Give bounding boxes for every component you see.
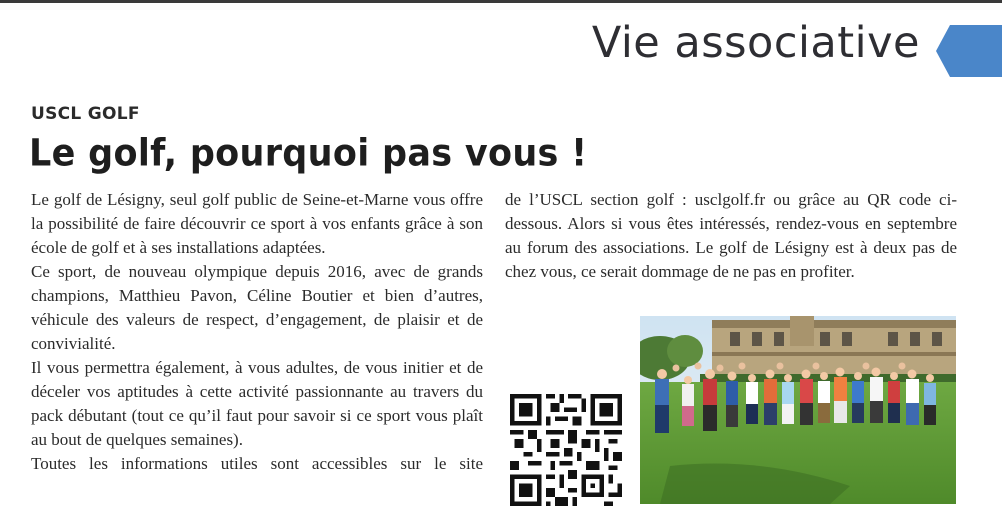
article-kicker: USCL GOLF xyxy=(31,104,140,124)
article-headline: Le golf, pourquoi pas vous ! xyxy=(29,132,588,176)
paragraph-intro: Le golf de Lésigny, seul golf public de Seine-et-Marne vous offre la possibilité de faire découvrir ce sport à vos enfants grâce à son école de golf et à ses installations adaptées. xyxy=(31,190,483,257)
paragraph-values: Ce sport, de nouveau olympique depuis 2016, avec de grands champions, Matthieu Pavon, Céline Boutier et bien d’autres, véhicule des valeurs de respect, d’engagement, de plaisir et de convivialité. xyxy=(31,262,483,353)
section-title: Vie associative xyxy=(591,18,920,68)
paragraph-info: Toutes les informations utiles sont accessibles sur le site xyxy=(31,454,483,473)
article-column-left xyxy=(31,188,483,476)
qr-code-icon[interactable] xyxy=(510,394,622,506)
article-column-right xyxy=(505,188,957,284)
paragraph-website: de l’USCL section golf : usclgolf.fr ou grâce au QR code ci-dessous. Alors si vous êtes intéressés, rendez-vous en septembre au forum des associations. Le golf de Lésigny est à deux pas de chez vous, ce serait dommage de ne pas en profiter. xyxy=(505,190,957,281)
paragraph-adults: Il vous permettra également, à vous adultes, de vous initier et de déceler vos aptitudes à cette activité passionnante au travers du pack débutant (tout ce qu’il faut pour savoir si ce sport vous plaît au bout de quelques semaines). xyxy=(31,358,483,449)
top-rule xyxy=(0,0,1002,3)
group-photo xyxy=(640,316,956,504)
section-tab-icon xyxy=(936,25,1002,77)
